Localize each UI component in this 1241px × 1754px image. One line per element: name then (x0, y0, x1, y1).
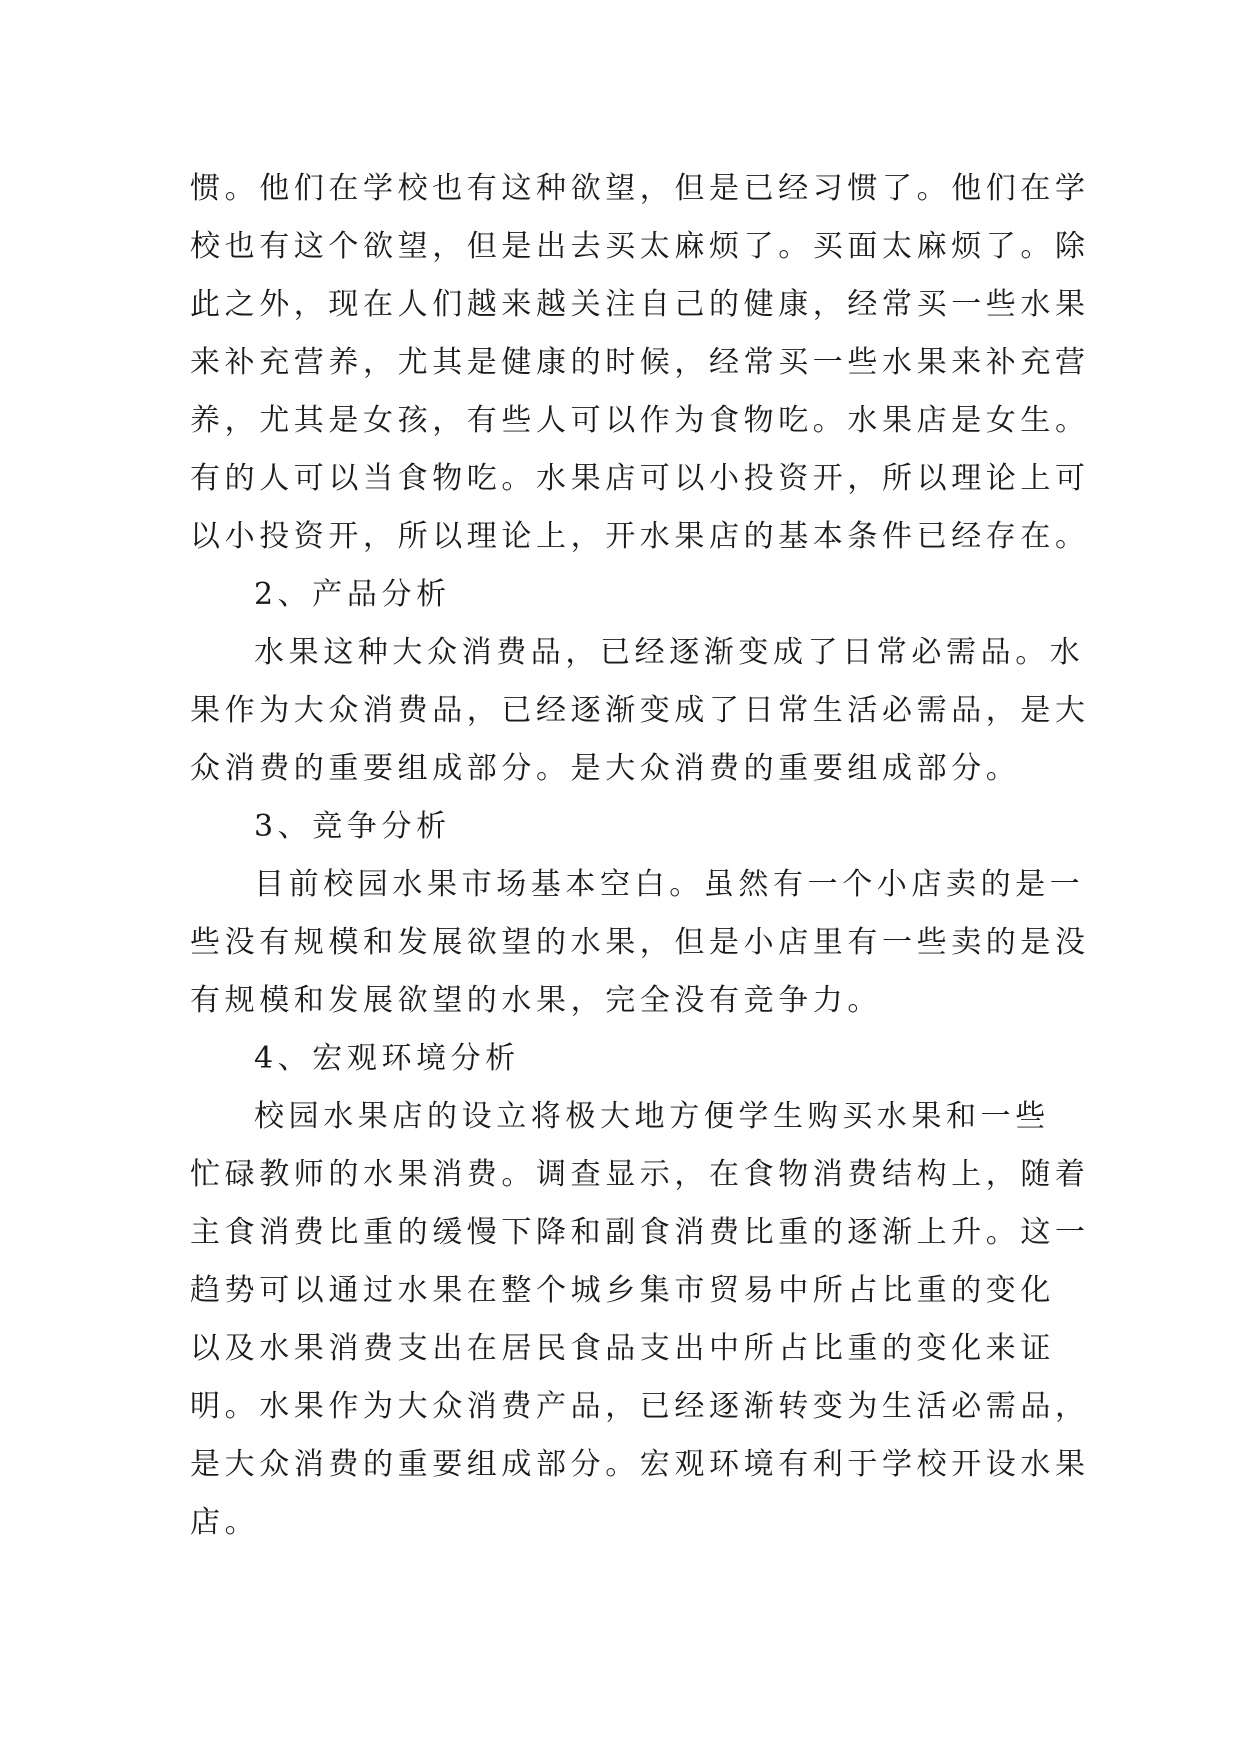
text-line: 来补充营养，尤其是健康的时候，经常买一些水果来补充营 (190, 345, 1090, 380)
text-line: 校园水果店的设立将极大地方便学生购买水果和一些 (254, 1099, 1050, 1134)
text-line: 忙碌教师的水果消费。调查显示，在食物消费结构上，随着 (190, 1157, 1090, 1192)
text-line: 果作为大众消费品，已经逐渐变成了日常生活必需品，是大 (190, 693, 1090, 728)
text-line: 有的人可以当食物吃。水果店可以小投资开，所以理论上可 (190, 461, 1090, 496)
text-line: 是大众消费的重要组成部分。宏观环境有利于学校开设水果 (190, 1447, 1090, 1482)
text-line: 养，尤其是女孩，有些人可以作为食物吃。水果店是女生。 (190, 403, 1090, 438)
paragraph (190, 624, 1090, 798)
paragraph (190, 856, 1090, 1030)
heading-text: 4、宏观环境分析 (254, 1041, 520, 1076)
section-heading (190, 566, 1070, 624)
text-line: 此之外，现在人们越来越关注自己的健康，经常买一些水果 (190, 287, 1090, 322)
heading-text: 2、产品分析 (254, 577, 451, 612)
section-heading (190, 798, 1070, 856)
text-line: 明。水果作为大众消费产品，已经逐渐转变为生活必需品， (190, 1389, 1090, 1424)
paragraph (190, 160, 1090, 566)
text-line: 众消费的重要组成部分。是大众消费的重要组成部分。 (190, 751, 1021, 786)
text-line: 趋势可以通过水果在整个城乡集市贸易中所占比重的变化 (190, 1273, 1055, 1308)
text-line: 校也有这个欲望，但是出去买太麻烦了。买面太麻烦了。除 (190, 229, 1090, 264)
text-line: 目前校园水果市场基本空白。虽然有一个小店卖的是一 (254, 867, 1085, 902)
text-line: 以小投资开，所以理论上，开水果店的基本条件已经存在。 (190, 519, 1090, 554)
text-line: 店。 (190, 1505, 260, 1540)
paragraph (190, 1088, 1090, 1552)
text-line: 水果这种大众消费品，已经逐渐变成了日常必需品。水 (254, 635, 1085, 670)
text-line: 主食消费比重的缓慢下降和副食消费比重的逐渐上升。这一 (190, 1215, 1090, 1250)
text-line: 以及水果消费支出在居民食品支出中所占比重的变化来证 (190, 1331, 1055, 1366)
text-line: 些没有规模和发展欲望的水果，但是小店里有一些卖的是没 (190, 925, 1090, 960)
document-body (190, 160, 1090, 1552)
heading-text: 3、竞争分析 (254, 809, 451, 844)
section-heading (190, 1030, 1070, 1088)
text-line: 惯。他们在学校也有这种欲望，但是已经习惯了。他们在学 (190, 171, 1090, 206)
text-line: 有规模和发展欲望的水果，完全没有竞争力。 (190, 983, 882, 1018)
